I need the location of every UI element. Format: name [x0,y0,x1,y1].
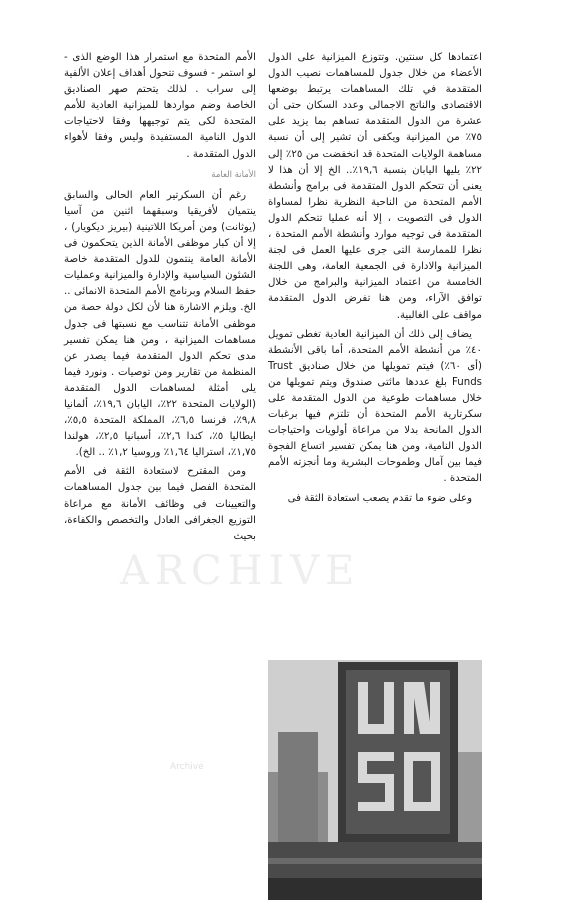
archive-watermark: ARCHIVE [120,548,361,594]
section-subheading: الأمانة العامة [211,169,256,180]
un50-photo-image [268,622,482,900]
paragraph: يضاف إلى ذلك أن الميزانية العادية تغطى تمويل ٤٠٪ من أنشطة الأمم المتحدة، أما باقى الأنشطة (أى ٦٠٪) فيتم تمويلها من خلال صناديق Trust Funds بلغ عددها مائتى صندوق ويتم تمويلها من خلال مساهمات طوعية من الدول المتقدمة على سكرتارية الأمم المتحدة أن تلتزم فيها برغبات الدول المانحة بدلا من مراعاة أولويات واحتياجات الدول النامية، ومن هنا يمكن تفسير اتساع الفجوة فيما بين آمال وطموحات البشرية وما أنجزته الأمم المتحدة . [268,328,482,485]
paragraph: ومن المقترح لاستعادة الثقة فى الأمم المتحدة الفصل فيما بين جدول المساهمات والتعيينات فى وظائف الأمانة مع مراعاة التوزيع الجغرافى العادل والتخصص والكفاءة، بحيث [64,466,256,542]
paragraph: اعتمادها كل سنتين. وتتوزع الميزانية على الدول الأعضاء من خلال جدول للمساهمات نصيب الدول المتقدمة في تلك المساهمات يرتبط بوضعها الاقتصادى والناتج الاجمالى وعدد السكان حتى أن عشرة من الدول المتقدمة تساهم بما يزيد على ٧٥٪ من الميزانية ويكفى أن تشير إلى أن نسبة مساهمة الولايات المتحدة قد انخفضت من ٢٥٪ إلى ٢٢٪ يليها اليابان بنسبة ١٩,٦٪.. الخ إلا أن هذا لا يعنى أن تتحكم الدول المتقدمة فى برامج وأنشطة الأمم المتحدة من الناحية النظرية نظرا لمساواة الدول فى التصويت ، إلا أنه عمليا تتحكم الدول المتقدمة فى توجيه موارد وأنشطة الأمم المتحدة ، نظرا للممارسة التى جرى عليها العمل فى لجنة الميزانية والادارة فى الجمعية العامة، وهى اللجنة الخامسة من اعتماد الميزانية والبرامج من خلال توافق الآراء، ومن هنا تفرض الدول المتقدمة مواقف على الغالبية. [268,52,483,321]
paragraph: رغم أن السكرتير العام الحالى والسابق ينتميان لأفريقيا وسبقهما اثنين من آسيا (يوثانت) ومن أمريكا اللاتينية (بيريز ديكويار) ، إلا أن كبار موظفى الأمانة الذين يتحكمون فى الأمانة العامة ينتمون للدول المتقدمة خاصة الشئون السياسية والإدارة والميزانية وعمليات حفظ السلام وبرنامج الأمم المتحدة الانمائى .. الخ. ويلزم الاشارة هنا لأن لكل دولة حصة من موظفى الأمانة تتناسب مع نسبتها فى جدول مساهمات الميزانية ، ومن هنا يمكن تفسير مدى تحكم الدول المتقدمة فيما يصدر عن المنظمة من تقارير ومن توصيات . ونورد فيما يلى أمثلة لمساهمات الدول المتقدمة (الولايات المتحدة ٢٢٪، اليابان ١٩,٦٪، ألمانيا ٩,٨٪، فرنسا ٦,٥٪، المملكة المتحدة ٥,٥٪، ايطاليا ٥٪، كندا ٢,٦٪، أسبانيا ٢,٥٪، هولندا ١,٧٥٪، استراليا ١,٦٤٪ وروسيا ١,٢٪ .. الخ). [64,189,256,459]
right-column [268,50,482,510]
paragraph: وعلى ضوء ما تقدم يصعب استعادة الثقة فى [287,492,472,504]
archive-watermark-url: Archive [170,762,204,772]
paragraph: الأمم المتحدة مع استمرار هذا الوضع الذى - لو استمر - فسوف تتحول أهداف إعلان الألفية إلى سراب . لذلك يتحتم صهر الصناديق الخاصة وضم مواردها للميزانية العادية للأمم المتحدة لكى يتم توجيهها وفقا لاحتياجات الدول النامية المستفيدة وليس وفقا لأهواء الدول المتقدمة . [64,52,256,160]
un50-photo [268,622,482,900]
left-column [64,50,256,548]
